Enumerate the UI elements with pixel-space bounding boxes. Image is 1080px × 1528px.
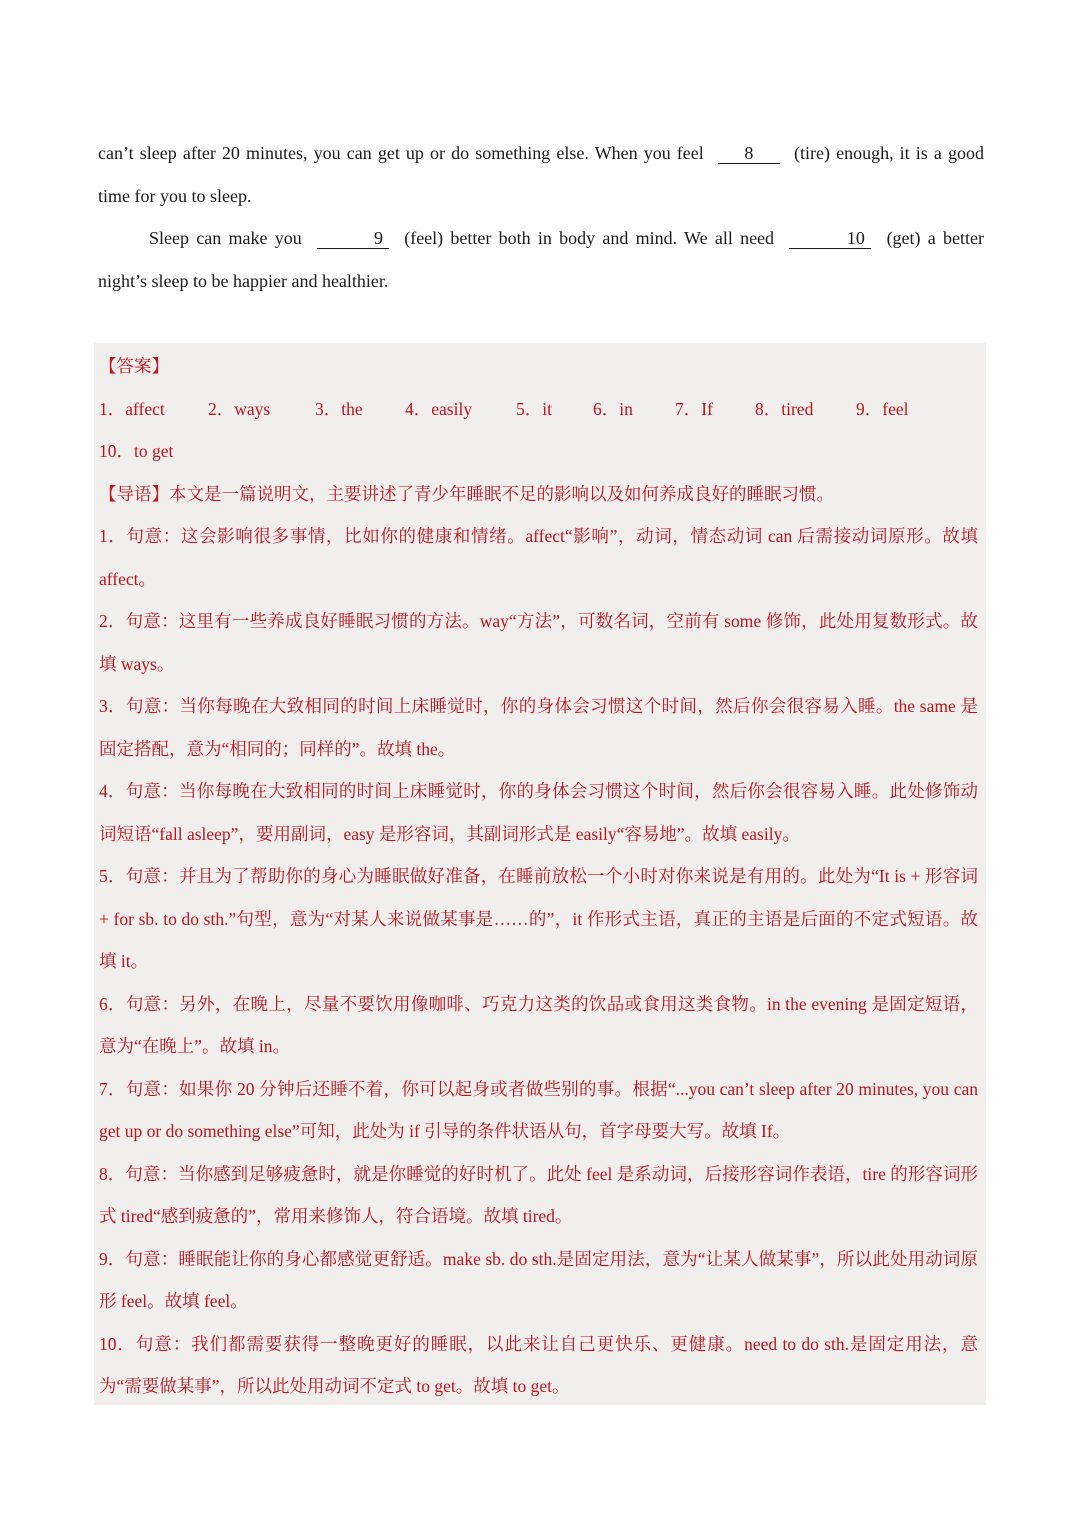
guide-intro: 【导语】本文是一篇说明文，主要讲述了青少年睡眠不足的影响以及如何养成良好的睡眠习惯。 <box>99 483 834 504</box>
passage-text: (feel) better both in body and mind. We all need <box>404 228 775 248</box>
answer-item: 3．the <box>315 398 363 419</box>
answer-item: 2．ways <box>208 398 271 419</box>
answer-list <box>99 388 978 431</box>
explanation-9: 9．句意：睡眠能让你的身心都感觉更舒适。make sb. do sth.是固定用法，意为“让某人做某事”，所以此处用动词原形 feel。故填 feel。 <box>99 1248 978 1311</box>
explanation-5: 5．句意：并且为了帮助你的身心为睡眠做好准备，在睡前放松一个小时对你来说是有用的。此处为“It is + 形容词 + for sb. to do sth.”句型，意为“对某人来说做某事是……的”，it 作形式主语，真正的主语是后面的不定式短语。故填 it。 <box>99 866 978 971</box>
explanation-2: 2．句意：这里有一些养成良好睡眠习惯的方法。way“方法”，可数名词，空前有 some 修饰，此处用复数形式。故填 ways。 <box>99 611 978 674</box>
answer-item: 1．affect <box>99 398 165 419</box>
answer-heading: 【答案】 <box>99 356 169 376</box>
blank-10: 10 <box>789 228 871 249</box>
passage-paragraph-1 <box>98 132 984 217</box>
passage-text: (tire) enough, it is a good time for you to sleep. <box>98 143 984 206</box>
passage-text: (get) a better night’s sleep to be happier and healthier. <box>98 228 985 291</box>
passage-text: can’t sleep after 20 minutes, you can get up or do something else. When you feel <box>98 143 704 163</box>
blank-8: 8 <box>718 143 780 164</box>
explanation-7: 7．句意：如果你 20 分钟后还睡不着，你可以起身或者做些别的事。根据“...you can’t sleep after 20 minutes, you can get up or do something else”可知，此处为 if 引导的条件状语从句，首字母要大写。故填 If。 <box>99 1078 978 1141</box>
answer-item: 6．in <box>593 398 633 419</box>
explanation-4: 4．句意：当你每晚在大致相同的时间上床睡觉时，你的身体会习惯这个时间，然后你会很容易入睡。此处修饰动词短语“fall asleep”，要用副词，easy 是形容词，其副词形式是 easily“容易地”。故填 easily。 <box>99 781 978 844</box>
reading-passage <box>98 132 984 302</box>
answer-item: 7．If <box>675 398 713 419</box>
explanation-1: 1．句意：这会影响很多事情，比如你的健康和情绪。affect“影响”，动词，情态动词 can 后需接动词原形。故填 affect。 <box>99 526 978 589</box>
explanation-10: 10．句意：我们都需要获得一整晚更好的睡眠，以此来让自己更快乐、更健康。need to do sth.是固定用法，意为“需要做某事”，所以此处用动词不定式 to get。故填 to get。 <box>99 1333 978 1396</box>
explanation-6: 6．句意：另外，在晚上，尽量不要饮用像咖啡、巧克力这类的饮品或食用这类食物。in the evening 是固定短语，意为“在晚上”。故填 in。 <box>99 993 978 1056</box>
answer-item: 4．easily <box>405 398 473 419</box>
answer-section <box>94 343 986 1405</box>
explanation-3: 3．句意：当你每晚在大致相同的时间上床睡觉时，你的身体会习惯这个时间，然后你会很容易入睡。the same 是固定搭配，意为“相同的；同样的”。故填 the。 <box>99 696 978 759</box>
explanation-8: 8．句意：当你感到足够疲惫时，就是你睡觉的好时机了。此处 feel 是系动词，后接形容词作表语，tire 的形容词形式 tired“感到疲惫的”，常用来修饰人，符合语境。故填 tired。 <box>99 1163 978 1226</box>
answer-item: 10．to get <box>99 441 174 461</box>
answer-item: 8．tired <box>755 398 814 419</box>
passage-text: Sleep can make you <box>149 228 302 248</box>
blank-9: 9 <box>317 228 389 249</box>
answer-item: 9．feel <box>856 398 909 419</box>
answer-item: 5．it <box>516 398 552 419</box>
passage-paragraph-2 <box>98 217 984 302</box>
